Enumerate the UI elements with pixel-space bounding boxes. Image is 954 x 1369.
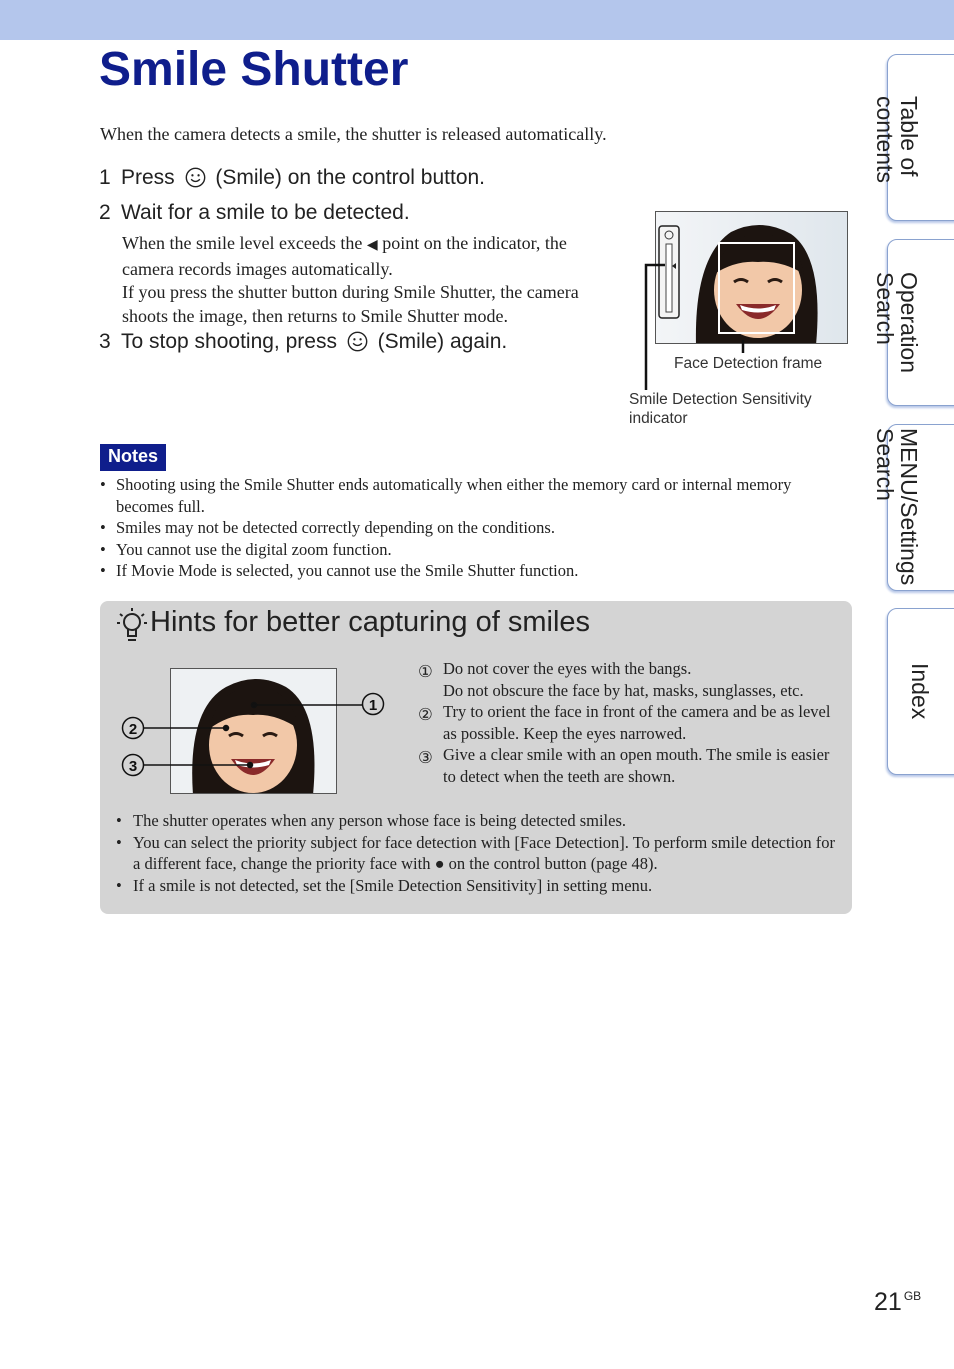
hint-item: ② Try to orient the face in front of the camera and be as level as possible. Keep the eyes narrowed.: [418, 702, 831, 743]
note-item: • Shooting using the Smile Shutter ends automatically when either the memory card or internal memory becomes full.: [100, 474, 850, 517]
step-1: [99, 166, 485, 190]
hint-bullet: • The shutter operates when any person whose face is being detected smiles.: [116, 810, 836, 832]
tab-label-menu: MENU/Settings Search: [872, 428, 922, 586]
hint-callout-lines: [118, 690, 390, 782]
tab-label-index: Index: [907, 663, 933, 720]
notes-badge: Notes: [100, 444, 166, 471]
callout-3: 3: [128, 758, 138, 775]
page-title: Smile Shutter: [99, 43, 409, 96]
tab-label-toc: Table of contents: [872, 96, 922, 183]
page-number: 21 $^{GB}$: [874, 1288, 922, 1316]
step-text: (Smile) on the control button.: [215, 166, 486, 189]
notes-list: [100, 474, 850, 582]
hint-bullets: [116, 810, 836, 896]
hint-item: ① Do not cover the eyes with the bangs. Do not obscure the face by hat, masks, sunglasses, etc.: [418, 659, 804, 700]
tab-label-operation: Operation Search: [872, 272, 922, 374]
step-2: [99, 201, 410, 225]
step-text: To stop shooting, press: [121, 330, 337, 353]
face-detection-caption: Face Detection frame: [674, 355, 823, 372]
hint-number: ③: [418, 748, 433, 767]
lightbulb-icon: [115, 606, 151, 644]
step-text: Press: [121, 166, 175, 189]
hint-number: ②: [418, 705, 433, 724]
indicator-point-icon: ◀: [366, 238, 378, 253]
intro-text: When the camera detects a smile, the shutter is released automatically.: [100, 124, 607, 144]
smile-icon: [185, 167, 206, 188]
hints-title: Hints for better capturing of smiles: [150, 606, 591, 638]
note-item: • If Movie Mode is selected, you cannot use the Smile Shutter function.: [100, 560, 850, 582]
step-number: 2: [99, 201, 111, 224]
hint-bullet: • If a smile is not detected, set the [Smile Detection Sensitivity] in setting menu.: [116, 875, 836, 897]
step-text: Wait for a smile to be detected.: [121, 201, 410, 224]
step-2-paragraph-1: When the smile level exceeds the ◀ point on the indicator, the camera records images automatically.: [122, 233, 567, 279]
step-2-body: [122, 232, 622, 328]
header-band: [0, 0, 954, 40]
note-item: • You cannot use the digital zoom function.: [100, 539, 850, 561]
hint-item: ③ Give a clear smile with an open mouth. The smile is easier to detect when the teeth are shown.: [418, 745, 830, 786]
step-3: [99, 330, 507, 354]
hint-list: [418, 658, 838, 787]
hint-number: ①: [418, 662, 433, 681]
step-number: 3: [99, 330, 111, 353]
callout-1: 1: [368, 697, 378, 714]
smile-icon: [347, 331, 368, 352]
note-item: • Smiles may not be detected correctly depending on the conditions.: [100, 517, 850, 539]
step-number: 1: [99, 166, 111, 189]
page-suffix: GB: [903, 1289, 922, 1303]
step-2-paragraph-2: If you press the shutter button during Smile Shutter, the camera shoots the image, then returns to Smile Shutter mode.: [122, 282, 579, 326]
sensitivity-caption: Smile Detection Sensitivity indicator: [629, 391, 812, 427]
hint-bullet: • You can select the priority subject for face detection with [Face Detection]. To perform smile detection for a different face, change the priority face with ● on the control button (page 48).: [116, 832, 836, 875]
callout-2: 2: [128, 721, 138, 738]
step-text: (Smile) again.: [377, 330, 508, 353]
